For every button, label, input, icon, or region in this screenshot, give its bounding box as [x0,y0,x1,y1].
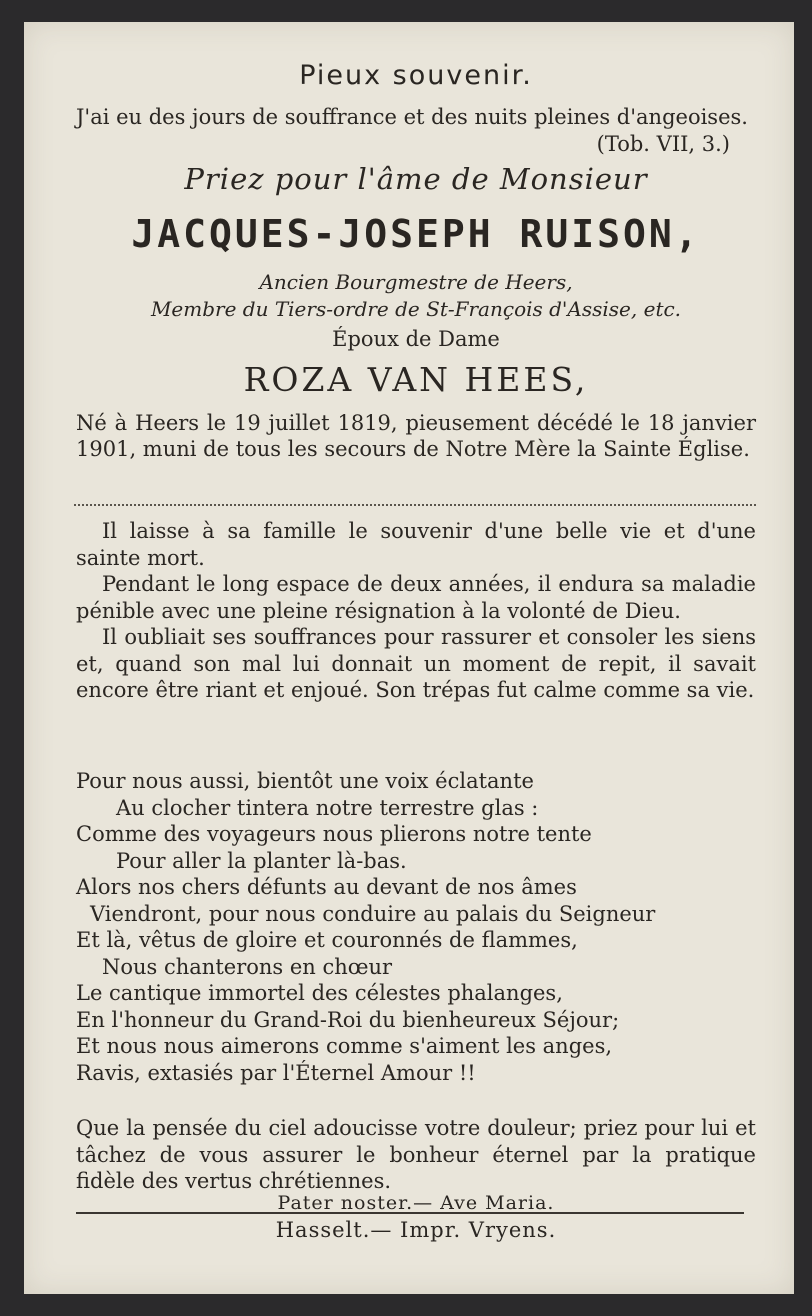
card-title: Pieux souvenir. [299,60,533,91]
epigraph [76,104,756,158]
poem-line: Au clocher tintera notre terrestre glas : [116,795,539,820]
dotted-divider [74,504,756,506]
poem-line: Comme des voyageurs nous plierons notre tente [76,822,592,846]
eulogy-paragraph: Il oubliait ses souffrances pour rassurer et consoler les siens et, quand son mal lui donnait un moment de repit, il savait encore être riant et enjoué. Son trépas fut calme comme sa vie. [76,625,756,702]
poem-line: Pour aller la planter là-bas. [116,848,407,873]
memorial-card [24,22,794,1294]
epigraph-reference: (Tob. VII, 3.) [596,132,730,156]
poem [76,768,756,1086]
spouse-name: ROZA VAN HEES, [243,360,589,399]
printer-imprint: Hasselt.— Impr. Vryens. [275,1218,557,1242]
poem-line: Et là, vêtus de gloire et couronnés de flammes, [76,928,578,952]
role-line: Membre du Tiers-ordre de St-François d'Assise, etc. [150,297,682,321]
footer-divider [76,1212,744,1214]
poem-line: Pour nous aussi, bientôt une voix éclatante [76,769,534,793]
deceased-name: JACQUES-JOSEPH RUISON, [131,212,701,256]
roles [76,269,756,323]
spouse-intro: Époux de Dame [332,327,500,351]
epigraph-text: J'ai eu des jours de souffrance et des nuits pleines d'angeoises. [76,105,748,129]
poem-line: Alors nos chers défunts au devant de nos âmes [76,875,577,899]
prayer-request: Priez pour l'âme de Monsieur [184,162,648,196]
poem-line: Le cantique immortel des célestes phalanges, [76,981,563,1005]
poem-line: Nous chanterons en chœur [102,954,393,979]
birth-death-text: Né à Heers le 19 juillet 1819, pieusement décédé le 18 janvier 1901, muni de tous les secours de Notre Mère la Sainte Église. [76,411,756,461]
prayer-line: Pater noster.— Ave Maria. [277,1192,555,1214]
poem-line: En l'honneur du Grand-Roi du bienheureux Séjour; [76,1007,620,1032]
eulogy [76,518,756,704]
eulogy-paragraph: Pendant le long espace de deux années, il endura sa maladie pénible avec une pleine résignation à la volonté de Dieu. [76,572,756,623]
role-line: Ancien Bourgmestre de Heers, [259,270,573,294]
closing-text: Que la pensée du ciel adoucisse votre douleur; priez pour lui et tâchez de vous assurer le bonheur éternel par la pratique fidèle des vertus chrétiennes. [76,1116,756,1193]
poem-line: Ravis, extasiés par l'Éternel Amour !! [76,1060,476,1085]
eulogy-paragraph: Il laisse à sa famille le souvenir d'une belle vie et d'une sainte mort. [76,519,756,570]
poem-line: Viendront, pour nous conduire au palais du Seigneur [90,901,656,926]
poem-line: Et nous nous aimerons comme s'aiment les anges, [76,1034,613,1058]
